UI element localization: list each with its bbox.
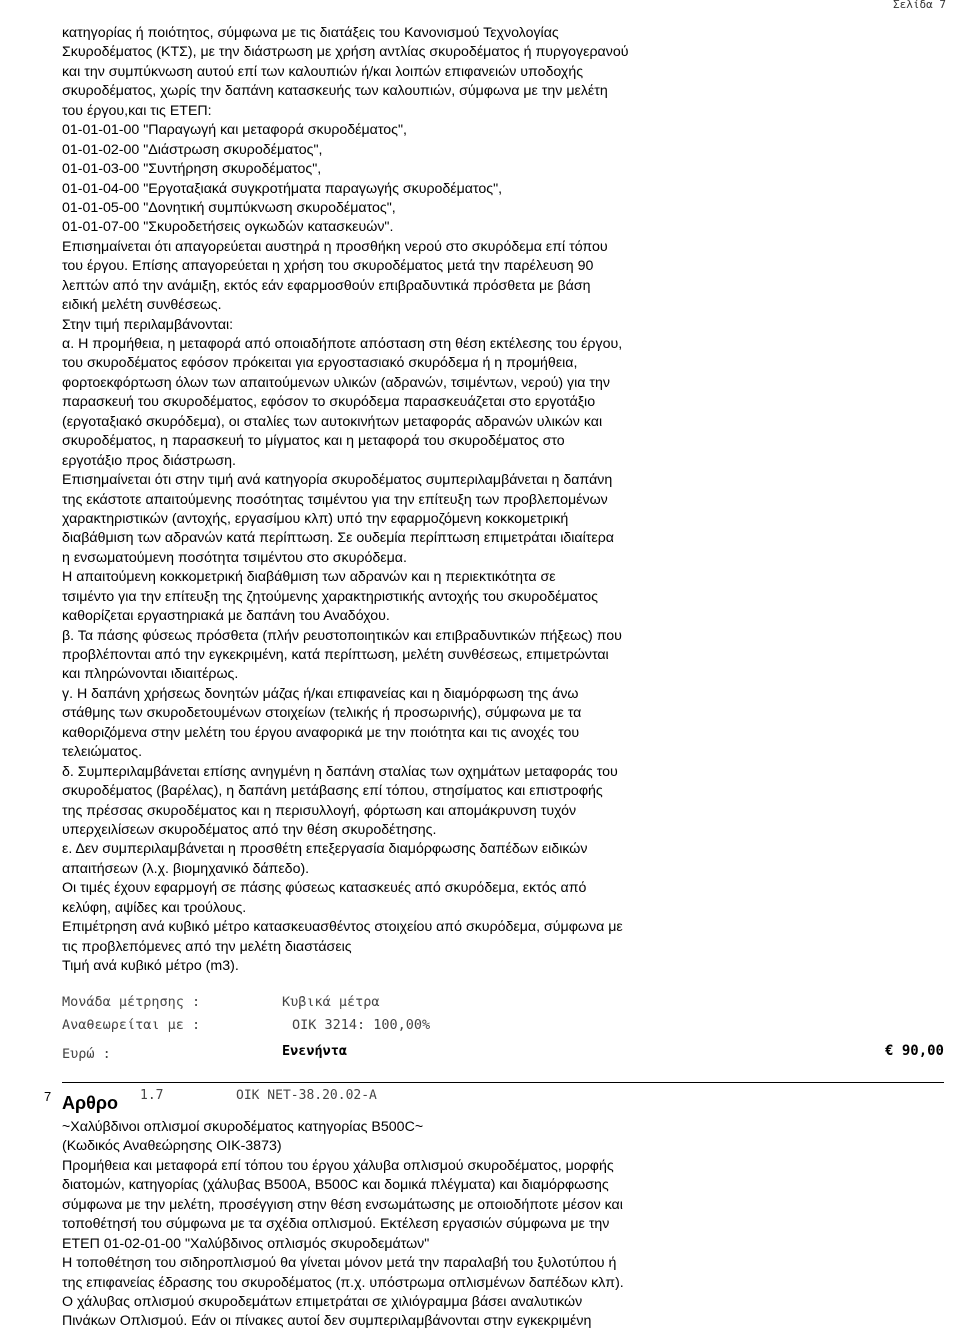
text-line: κατηγορίας ή ποιότητος, σύμφωνα με τις διατάξεις του Κανονισμού Τεχνολογίας (62, 25, 559, 41)
text-line: τις προβλεπόμενες από την μελέτη διαστάσεις (62, 938, 352, 955)
text-line: ε. Δεν συμπεριλαμβάνεται η προσθέτη επεξεργασία διαμόρφωσης δαπέδων ειδικών (62, 841, 588, 858)
text-line: σύμφωνα με την μελέτη, προσέγγιση στην θέση ενσωμάτωσης με οποιοδήποτε μέσον και (62, 1196, 623, 1213)
text-line: 01-01-07-00 "Σκυροδετήσεις ογκωδών κατασκευών". (62, 219, 394, 236)
text-line: του έργου. Επίσης απαγορεύεται η χρήση του σκυροδέματος μετά την παρέλευση 90 (62, 258, 594, 275)
text-line: παρασκευή του σκυροδέματος, εφόσον το σκυρόδεμα παρασκευάζεται στο εργοτάξιο (62, 394, 596, 411)
unit-label: Μονάδα μέτρησης : (62, 994, 201, 1010)
text-line: 01-01-03-00 "Συντήρηση σκυροδέματος", (62, 161, 322, 178)
text-line: της επιφανείας έδρασης του σκυροδέματος (π.χ. υπόστρωμα οπλισμένων δαπέδων κλπ). (62, 1274, 624, 1291)
text-line: Επισημαίνεται ότι στην τιμή ανά κατηγορία σκυροδέματος συμπεριλαμβάνεται η δαπάνη (62, 472, 613, 489)
text-line: α. Η προμήθεια, η μεταφορά από οποιαδήποτε απόσταση στη θέση εκτέλεσης του έργου, (62, 336, 623, 352)
text-line: Ο χάλυβας οπλισμού σκυροδεμάτων επιμετράται σε χιλιόγραμμα βάσει αναλυτικών (62, 1293, 583, 1310)
text-line: της εκάστοτε απαιτούμενης ποσότητας τσιμέντου για την επίτευξη των προβλεπομένων (62, 491, 608, 508)
text-line: Πινάκων Οπλισμού. Εάν οι πίνακες αυτοί δεν συμπεριλαμβάνονται στην εγκεκριμένη (62, 1313, 592, 1330)
text-line: του έργου,και τις ΕΤΕΠ: (62, 102, 212, 119)
text-line: σκυροδέματος, η παρασκευή το μίγματος και η μεταφορά του σκυροδέματος στο (62, 433, 565, 450)
text-line: Σκυροδέματος (ΚΤΣ), με την διάστρωση με χρήση αντλίας σκυροδέματος ή πυργογερανού (62, 44, 629, 61)
text-line: τσιμέντο για την επίτευξη της ζητούμενης χαρακτηριστικής αντοχής του σκυροδέματος (62, 588, 598, 605)
text-line: και πληρώνονται ιδιαιτέρως. (62, 666, 239, 683)
text-line: της πρέσσας σκυροδέματος και η περισυλλογή, φόρτωση και απομάκρυνση τυχόν (62, 802, 577, 819)
text-line: διατομών, κατηγορίας (χάλυβας Β500Α, Β500C και δομικά πλέγματα) και διαμόρφωσης (62, 1177, 609, 1194)
text-line: σκυροδέματος (βαρέλας), η δαπάνη μετάβασης επί τόπου, στησίματος και επιστροφής (62, 783, 603, 800)
text-line: καθοριζόμενα στην μελέτη του έργου αναφορικά με την ποιότητα και τις ανοχές του (62, 724, 580, 741)
text-line: Οι τιμές έχουν εφαρμογή σε πάσης φύσεως κατασκευές από σκυρόδεμα, εκτός από (62, 880, 587, 897)
article-number: 7 (44, 1089, 52, 1104)
text-line: του σκυροδέματος εφόσον πρόκειται για εργοστασιακό σκυρόδεμα ή η προμήθεια, (62, 355, 578, 372)
text-line: 01-01-02-00 "Διάστρωση σκυροδέματος", (62, 141, 323, 158)
text-line: τελειώματος. (62, 744, 143, 761)
text-line: η ενσωματούμενη ποσότητα τσιμέντου στο σκυρόδεμα. (62, 549, 407, 566)
article-description (62, 1118, 942, 1332)
revision-value: ΟΙΚ 3214: 100,00% (292, 1017, 431, 1033)
text-line: Στην τιμή περιλαμβάνονται: (62, 316, 234, 333)
price-words: Ενενήντα (282, 1043, 348, 1059)
text-line: και την συμπύκνωση αυτού επί των καλουπιών ή/και λοιπών επιφανειών υποδοχής (62, 63, 584, 80)
text-line: β. Τα πάσης φύσεως πρόσθετα (πλήν ρευστοποιητικών και επιβραδυντικών πήξεως) που (62, 627, 622, 644)
text-line: δ. Συμπεριλαμβάνεται επίσης ανηγμένη η δαπάνη σταλίας των οχημάτων μεταφοράς του (62, 763, 618, 780)
text-line: Η απαιτούμενη κοκκομετρική διαβάθμιση των αδρανών και η περιεκτικότητα σε (62, 569, 556, 586)
text-line: 01-01-05-00 "Δονητική συμπύκνωση σκυροδέματος", (62, 199, 396, 216)
price-amount: € 90,00 (884, 1043, 944, 1059)
revision-label: Αναθεωρείται με : (62, 1017, 201, 1033)
text-line: ΕΤΕΠ 01-02-01-00 "Χαλύβδινος οπλισμός σκυροδεμάτων" (62, 1235, 430, 1252)
text-line: ειδική μελέτη συνθέσεως. (62, 297, 222, 314)
text-line: 01-01-01-00 "Παραγωγή και μεταφορά σκυροδέματος", (62, 122, 407, 139)
text-line: Τιμή ανά κυβικό μέτρο (m3). (62, 958, 239, 974)
text-line: χαρακτηριστικών (αντοχής, εργασίμου κλπ) υπό την εφαρμοζόμενη κοκκομετρική (62, 510, 569, 527)
text-line: 01-01-04-00 "Εργοταξιακά συγκροτήματα παραγωγής σκυροδέματος", (62, 180, 503, 197)
text-line: κελύφη, αψίδες και τρούλους. (62, 899, 247, 916)
article-code: ΟΙΚ ΝΕΤ-38.20.02-Α (236, 1088, 377, 1103)
text-line: ~Χαλύβδινοι οπλισμοί σκυροδέματος κατηγορίας Β500C~ (62, 1119, 424, 1135)
unit-value: Κυβικά μέτρα (282, 994, 380, 1010)
euro-label: Ευρώ : (62, 1046, 111, 1062)
text-line: προβλέπονται από την εγκεκριμένη, κατά περίπτωση, μελέτη συνθέσεως, επιμετρώνται (62, 647, 609, 663)
text-line: Επισημαίνεται ότι απαγορεύεται αυστηρά η προσθήκη νερού στο σκυρόδεμα επί τόπου (62, 238, 608, 255)
text-line: γ. Η δαπάνη χρήσεως δονητών μάζας ή/και επιφανείας και η διαμόρφωση της άνω (62, 685, 579, 702)
section-divider (62, 1082, 944, 1083)
text-line: (Κωδικός Αναθεώρησης ΟΙΚ-3873) (62, 1138, 282, 1155)
text-line: Η τοποθέτηση του σιδηροπλισμού θα γίνεται μόνον μετά την παραλαβή του ξυλοτύπου ή (62, 1255, 617, 1272)
article-title: Αρθρο (62, 1093, 118, 1113)
text-line: απαιτήσεων (λ.χ. βιομηχανικό δάπεδο). (62, 860, 310, 877)
text-line: καθορίζεται εργαστηριακά με δαπάνη του Αναδόχου. (62, 608, 390, 625)
text-line: σκυροδέματος, χωρίς την δαπάνη κατασκευής των καλουπιών, σύμφωνα με την μελέτη (62, 83, 608, 100)
text-line: τοποθέτησή του σύμφωνα με τα σχέδια οπλισμού. Εκτέλεση εργασιών σύμφωνα με την (62, 1216, 610, 1233)
description-block (62, 24, 942, 976)
text-line: (εργοταξιακό σκυρόδεμα), οι σταλίες των αυτοκινήτων μεταφοράς αδρανών υλικών και (62, 413, 603, 430)
text-line: Προμήθεια και μεταφορά επί τόπου του έργου χάλυβα οπλισμού σκυροδέματος, μορφής (62, 1157, 614, 1174)
text-line: στάθμης των σκυροδετουμένων στοιχείων (τελικής ή προσωρινής), σύμφωνα με τα (62, 705, 582, 722)
text-line: φορτοεκφόρτωση όλων των απαιτούμενων υλικών (αδρανών, τσιμέντων, νερού) για την (62, 374, 610, 391)
text-line: υπερχειλίσεων σκυροδέματος από την θέση σκυροδέτησης. (62, 821, 437, 838)
text-line: εργοτάξιο προς διάστρωση. (62, 452, 236, 469)
text-line: Επιμέτρηση ανά κυβικό μέτρο κατασκευασθέντος στοιχείου από σκυρόδεμα, σύμφωνα με (62, 919, 623, 936)
article-subnumber: 1.7 (140, 1088, 164, 1103)
page-number: Σελίδα 7 (893, 0, 946, 11)
text-line: διαβάθμιση των αδρανών κατά περίπτωση. Σε ουδεμία περίπτωση επιμετράται ιδιαίτερα (62, 530, 614, 547)
text-line: λεπτών από την ανάμιξη, εκτός εάν εφαρμοσθούν επιβραδυντικά πρόσθετα με βάση (62, 277, 591, 294)
